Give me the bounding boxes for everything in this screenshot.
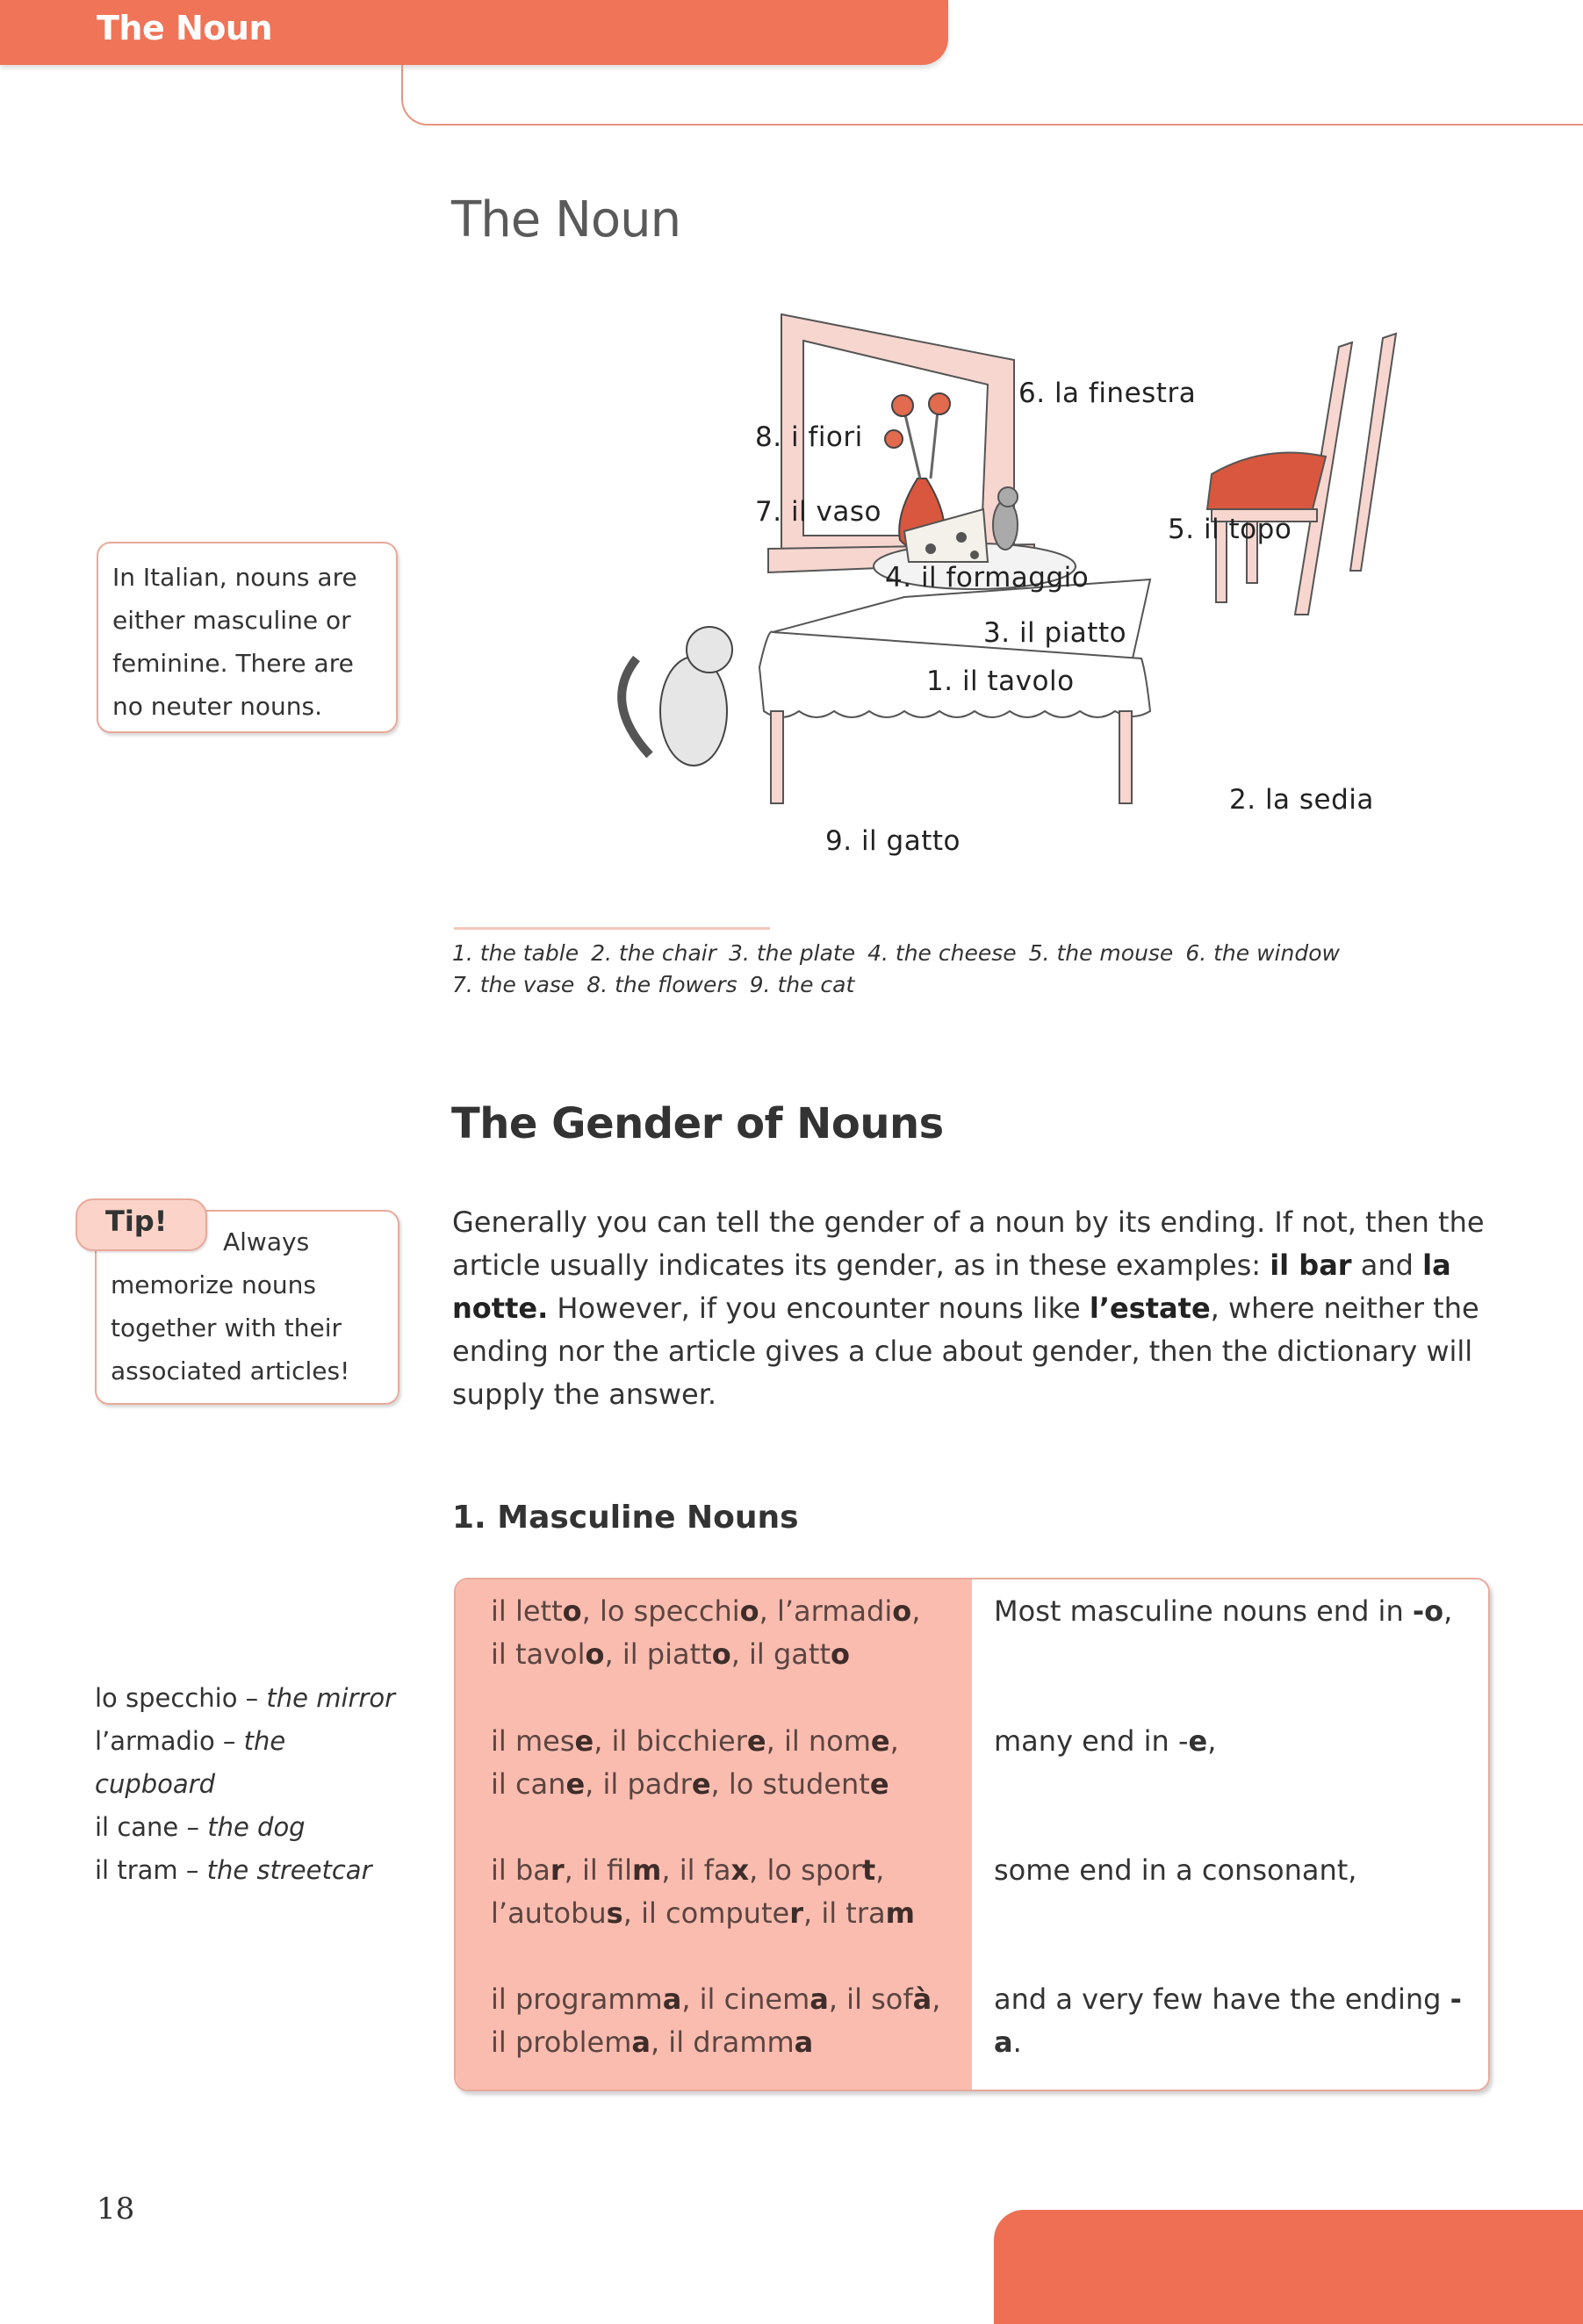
gender-paragraph: Generally you can tell the gender of a noun by its ending. If not, then the article usually indicates its gender, as in these examples: il bar and la notte. However, if you encounter nouns like l’estate, where neither the ending nor the article gives a clue about gender, then the dictionary will supply the answer. bbox=[452, 1205, 1485, 1411]
side-note-text: In Italian, nouns are either masculine or feminine. There are no neuter nouns. bbox=[112, 563, 357, 721]
subsection-title-masculine: 1. Masculine Nouns bbox=[452, 1500, 799, 1536]
glossary-item: l’armadio – the cupboard bbox=[95, 1726, 286, 1799]
table-content bbox=[454, 1578, 1490, 2091]
label-plate: 3. il piatto bbox=[983, 617, 1127, 649]
glossary-item: il tram – the streetcar bbox=[95, 1855, 372, 1885]
label-vase: 7. il vaso bbox=[755, 496, 881, 528]
label-flowers: 8. i fiori bbox=[755, 421, 863, 453]
table-row-4-examples: il programma, il cinema, il sofà, il problema, il dramma bbox=[491, 1982, 941, 2059]
caption-line-2: 7. the vase 8. the flowers 9. the cat bbox=[452, 972, 855, 997]
table-row-2-examples: il mese, il bicchiere, il nome, il cane, il padre, lo studente bbox=[491, 1724, 899, 1801]
table-row-1-examples: il letto, lo specchio, l’armadio, il tavolo, il piatto, il gatto bbox=[491, 1594, 921, 1671]
page-title: The Noun bbox=[451, 191, 681, 248]
label-cheese: 4. il formaggio bbox=[885, 562, 1090, 594]
label-chair: 2. la sedia bbox=[1229, 784, 1374, 816]
side-note-box bbox=[97, 542, 398, 733]
chapter-title: The Noun bbox=[97, 9, 272, 47]
caption-divider bbox=[454, 927, 770, 930]
label-cat: 9. il gatto bbox=[825, 825, 961, 857]
table-row-3-examples: il bar, il film, il fax, lo sport, l’autobus, il computer, il tram bbox=[491, 1853, 915, 1930]
glossary-item: il cane – the dog bbox=[95, 1812, 306, 1842]
vocabulary-glossary bbox=[95, 1677, 411, 1892]
caption-line-1: 1. the table 2. the chair 3. the plate 4. the cheese 5. the mouse 6. the window bbox=[452, 940, 1340, 966]
room-illustration bbox=[615, 299, 1405, 904]
glossary-item: lo specchio – the mirror bbox=[95, 1683, 396, 1713]
header-bracket-line bbox=[401, 65, 1583, 126]
table-row-2-description: many end in -e, bbox=[994, 1724, 1217, 1758]
table-row-4-description: and a very few have the ending -a. bbox=[994, 1982, 1462, 2059]
chair-icon bbox=[1207, 334, 1396, 615]
tip-text: Always memorize nouns together with their associated articles! bbox=[111, 1227, 350, 1385]
label-window: 6. la finestra bbox=[1018, 378, 1197, 409]
label-mouse: 5. il topo bbox=[1168, 514, 1292, 545]
page-number: 18 bbox=[97, 2191, 135, 2227]
tip-label: Tip! bbox=[76, 1198, 207, 1251]
example-la-notte: la notte. bbox=[452, 1248, 1451, 1325]
label-table: 1. il tavolo bbox=[926, 666, 1075, 697]
table-row-3-description: some end in a consonant, bbox=[994, 1853, 1357, 1887]
footer-accent-bar bbox=[994, 2210, 1583, 2324]
illustration-caption bbox=[452, 938, 1418, 1001]
example-lestate: l’estate bbox=[1089, 1292, 1211, 1325]
section-title-gender: The Gender of Nouns bbox=[451, 1099, 944, 1148]
example-il-bar: il bar bbox=[1270, 1248, 1352, 1282]
table-row-1-description: Most masculine nouns end in -o, bbox=[994, 1594, 1453, 1628]
cat-icon bbox=[622, 627, 732, 766]
